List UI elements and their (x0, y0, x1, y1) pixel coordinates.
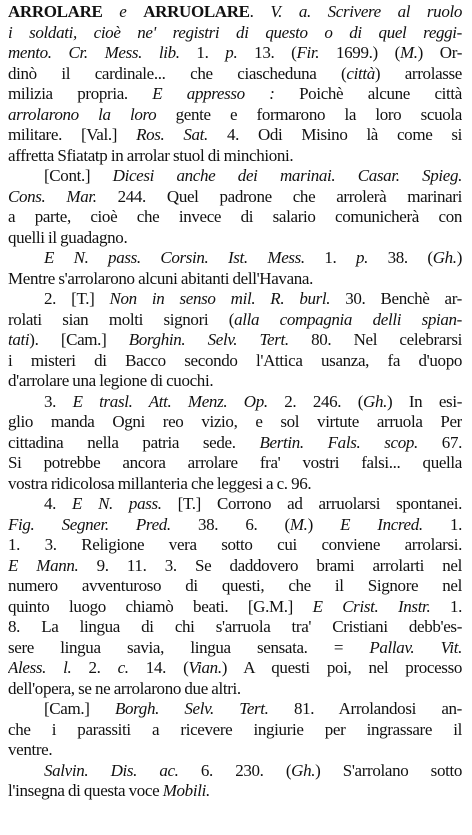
text-segment: gente e formarono la loro scuola (156, 104, 462, 124)
text-segment: i misteri di Bacco secondo l'Attica usanza, fa d'uopo (8, 350, 462, 370)
text-segment: ) In esi- (387, 391, 462, 411)
text-line (8, 125, 462, 146)
text-line (8, 23, 462, 44)
text-segment: ) arrolasse (374, 63, 462, 83)
text-segment: 1. 3. Religione vera sotto cui conviene arrolarsi. (8, 535, 462, 554)
text-segment: ventre. (8, 740, 53, 759)
text-segment: 8. La lingua di chi s'arruola tra' Cristiani debb'es- (8, 617, 462, 636)
text-line (8, 658, 462, 679)
text-line (8, 146, 462, 167)
text-segment: T. (76, 289, 90, 308)
text-segment: E Crist. Instr. (312, 596, 431, 616)
text-line (8, 761, 462, 782)
text-segment: 67. (417, 432, 462, 452)
text-line (8, 576, 462, 597)
text-segment: E Mann. (8, 555, 79, 575)
text-segment: che i parassiti a ricevere ingiurie per ingrassare il (8, 719, 462, 739)
text-segment: [Cam.] (44, 699, 115, 718)
text-line (8, 351, 462, 372)
text-segment: 38. ( (368, 248, 433, 267)
text-segment: Ros. Sat. (136, 125, 208, 144)
text-segment: Gh. (363, 391, 388, 411)
text-segment: Mentre s'arrolarono alcuni abitanti dell'Havana. (8, 268, 314, 288)
text-segment: ) A questi poi, nel processo (221, 658, 462, 677)
text-segment: alla compagnia delli spian- (234, 309, 462, 329)
text-line (8, 494, 462, 515)
text-segment: tati (8, 330, 30, 349)
text-line (8, 289, 462, 310)
text-segment: cittadina nella patria sede. (8, 432, 260, 452)
text-segment: Vian. (188, 658, 222, 677)
text-segment: 2. 246. ( (267, 391, 364, 411)
text-line (8, 781, 462, 802)
text-segment: 6. 230. ( (178, 760, 292, 780)
text-segment: rolati sian molti signori ( (8, 309, 235, 329)
text-line (8, 371, 462, 392)
text-segment: militare. [Val.] (8, 125, 137, 144)
text-line (8, 330, 462, 351)
text-line (8, 248, 462, 269)
text-segment: Salvin. Dis. ac. (44, 760, 179, 780)
text-segment: Gh. (432, 248, 457, 267)
text-segment: vostra ridicolosa millanteria che leggesi a c. 96. (8, 473, 312, 493)
text-line (8, 453, 462, 474)
text-line (8, 535, 462, 556)
text-line (8, 638, 462, 659)
text-segment: Aless. l. (8, 658, 72, 677)
text-segment: 2. [ (44, 289, 77, 308)
text-segment: Borgh. Selv. Tert. (114, 699, 269, 718)
text-segment: 4. (44, 494, 73, 513)
text-line (8, 597, 462, 618)
text-line (8, 64, 462, 85)
text-segment: dinò il cardinale... che ciascheduna ( (8, 63, 347, 83)
text-line (8, 556, 462, 577)
text-segment: p. (356, 248, 369, 267)
text-segment: Si potrebbe ancora arrolare fra' vostri falsi... quella (8, 453, 462, 472)
text-segment: 1. (304, 248, 356, 267)
text-segment: ) (307, 514, 341, 534)
text-segment: 4. Odi Misino là come si (207, 125, 462, 144)
text-segment: T. (182, 494, 196, 513)
text-segment: . (249, 2, 271, 21)
text-line (8, 699, 462, 720)
text-segment: quelli il guadagno. (8, 227, 128, 247)
text-line (8, 2, 462, 23)
text-line (8, 679, 462, 700)
text-segment: ). [Cam.] (29, 330, 129, 349)
text-segment: Non in senso mil. R. burl. (109, 289, 331, 308)
text-line (8, 310, 462, 331)
text-segment: i soldati, cioè ne' registri di questo o di quel reggi- (8, 22, 462, 42)
text-segment: c. (117, 658, 129, 677)
text-segment: dell'opera, se ne arrolarono due altri. (8, 678, 241, 698)
text-line (8, 84, 462, 105)
text-segment: Fir. (296, 43, 320, 62)
text-segment: ) S'arrolano sotto (315, 760, 462, 780)
text-segment: 14. ( (128, 658, 189, 677)
text-line (8, 207, 462, 228)
text-segment: ] Corrono ad arruolarsi spontanei. (195, 494, 462, 513)
text-segment: Mobili. (162, 781, 210, 800)
text-segment: Poichè alcune città (274, 84, 462, 103)
text-line (8, 43, 462, 64)
text-segment: a parte, cioè che invece di salario comunicherà con (8, 207, 462, 226)
text-segment: E trasl. Att. Menz. Op. (72, 391, 268, 411)
text-line (8, 392, 462, 413)
text-segment: Fig. Segner. Pred. (8, 514, 171, 534)
text-line (8, 720, 462, 741)
text-segment: E Incred. (340, 514, 423, 534)
text-segment: ARRUOLARE (143, 2, 250, 21)
text-segment: ) (456, 248, 462, 267)
text-segment: l'insegna di questa voce (8, 781, 163, 800)
text-segment: E N. pass. (72, 494, 162, 513)
text-line (8, 269, 462, 290)
dictionary-entry-arrolare (8, 2, 462, 802)
text-line (8, 617, 462, 638)
text-segment: ) Or- (417, 43, 462, 62)
text-segment: 1699.) ( (319, 43, 400, 62)
text-segment: 80. Nel celebrarsi (288, 330, 462, 349)
text-segment: 1. (179, 43, 226, 62)
text-segment: Pallav. Vit. (369, 637, 462, 657)
text-segment: Dicesi anche dei marinai. Casar. Spieg. (112, 166, 462, 185)
text-segment: 38. 6. ( (170, 514, 290, 534)
text-segment: quinto luogo chiamò beati. [G.M.] (8, 596, 313, 616)
text-segment: 9. 11. 3. Se daddovero brami arrolarti nel (78, 555, 462, 575)
text-line (8, 105, 462, 126)
text-segment: ] (89, 289, 110, 308)
text-line (8, 166, 462, 187)
text-segment: affretta Sfiatatp in arrolar stuol di minchioni. (8, 145, 294, 165)
text-segment: [Cont.] (44, 166, 113, 185)
text-segment: 13. ( (237, 43, 297, 62)
text-segment: p. (225, 43, 238, 62)
text-segment: d'arrolare una legione di cuochi. (8, 371, 214, 390)
text-line (8, 228, 462, 249)
text-line (8, 187, 462, 208)
text-segment: E N. pass. Corsin. Ist. Mess. (44, 248, 305, 267)
text-line (8, 433, 462, 454)
text-segment: glio manda Ogni reo vizio, e sol virtute arruola Per (8, 412, 462, 431)
text-segment: [ (161, 494, 183, 513)
text-segment: numero avventuroso di questi, che il Signore nel (8, 576, 462, 595)
text-segment: 81. Arrolandosi an- (268, 699, 462, 718)
text-segment: mento. Cr. Mess. lib. (8, 43, 180, 62)
text-segment: arrolarono la loro (8, 104, 157, 124)
text-line (8, 740, 462, 761)
text-line (8, 412, 462, 433)
text-segment: sere lingua savia, lingua sensata. = (8, 637, 370, 657)
text-segment: V. a. Scrivere al ruolo (270, 2, 462, 21)
text-segment: 2. (71, 658, 118, 677)
text-segment: ARROLARE (8, 2, 103, 21)
text-line (8, 474, 462, 495)
text-segment: 244. Quel padrone che arrolerà marinari (96, 186, 462, 206)
text-segment: Gh. (291, 760, 316, 780)
text-segment: milizia propria. (8, 84, 153, 103)
text-segment: 30. Benchè ar- (330, 289, 462, 308)
text-segment: 1. (422, 514, 462, 534)
text-segment: Bertin. Fals. scop. (259, 432, 418, 452)
text-line (8, 515, 462, 536)
text-segment: E appresso : (152, 84, 275, 103)
text-segment: e (102, 2, 144, 21)
text-segment: Cons. Mar. (8, 186, 97, 206)
text-segment: M. (399, 43, 418, 62)
text-segment: 1. (430, 596, 462, 616)
text-segment: città (346, 63, 375, 83)
text-segment: M. (289, 514, 308, 534)
text-segment: Borghin. Selv. Tert. (128, 330, 289, 349)
text-segment: 3. (44, 391, 73, 411)
